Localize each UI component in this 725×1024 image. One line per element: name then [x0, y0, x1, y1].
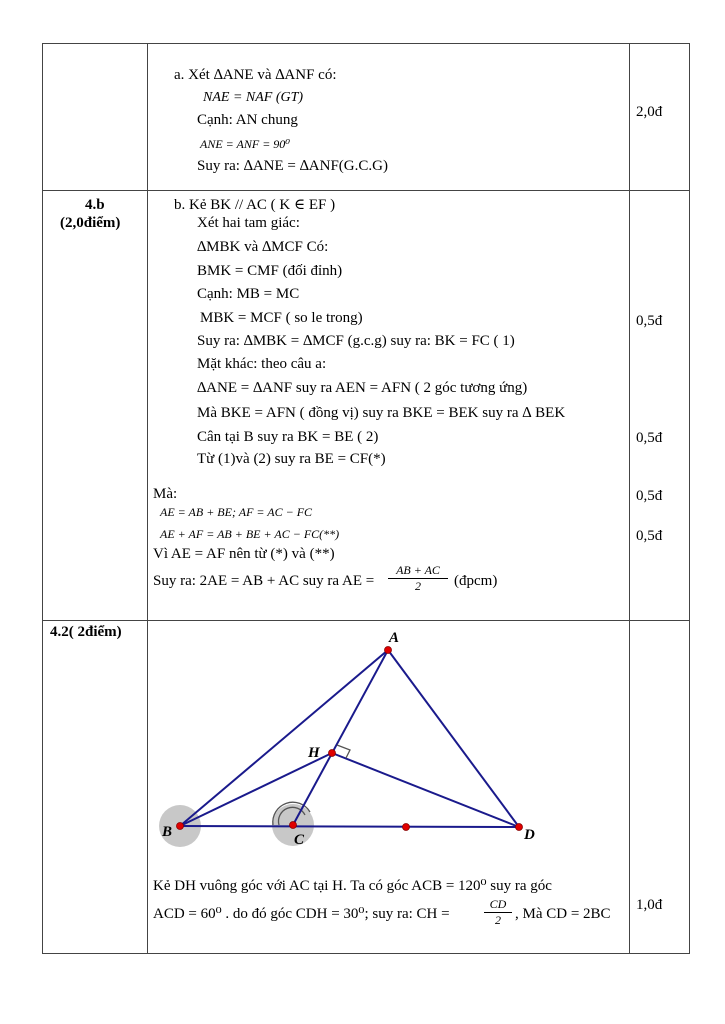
row2-line-8: Mặt khác: theo câu a: [197, 356, 327, 372]
row3-label: 4.2( 2điểm) [50, 624, 122, 640]
row2-line-11: Cân tại B suy ra BK = BE ( 2) [197, 429, 379, 445]
row2-line-10: Mà BKE = AFN ( đồng vị) suy ra BKE = BEK suy ra ∆ BEK [197, 405, 566, 421]
label-h: H [308, 745, 320, 761]
segment-ac [293, 650, 388, 825]
column-divider-2 [629, 44, 630, 953]
row1-line-5: Suy ra: ∆ANE = ∆ANF(G.C.G) [197, 158, 388, 174]
point-h [329, 750, 336, 757]
row2-label-2: (2,0điểm) [60, 215, 121, 231]
row1-line-1: a. Xét ∆ANE và ∆ANF có: [174, 67, 337, 83]
row3-text-line-2-prefix: ACD = 60⁰ . do đó góc CDH = 30⁰; suy ra: CH = [153, 906, 450, 922]
row2-line-13: Mà: [153, 486, 178, 502]
row2-line-2: Xét hai tam giác: [197, 215, 300, 231]
point-m [403, 824, 410, 831]
row2-line-1: b. Kẻ BK // AC ( K ∈ EF ) [174, 197, 336, 213]
row2-score-3: 0,5đ [636, 488, 663, 504]
row3-fraction-numerator: CD [484, 897, 512, 913]
row2-final-denominator: 2 [415, 579, 421, 593]
row2-final-prefix: Suy ra: 2AE = AB + AC suy ra AE = [153, 573, 375, 589]
point-d [516, 824, 523, 831]
row2-line-5: Cạnh: MB = MC [197, 286, 300, 302]
row1-line-3: Cạnh: AN chung [197, 112, 298, 128]
row2-line-7: Suy ra: ∆MBK = ∆MCF (g.c.g) suy ra: BK = FC ( 1) [197, 333, 515, 349]
row2-label-1: 4.b [85, 197, 105, 213]
segment-bd [180, 826, 519, 827]
label-b: B [162, 824, 173, 840]
row3-text-line-1: Kẻ DH vuông góc với AC tại H. Ta có góc ACB = 120⁰ suy ra góc [153, 878, 552, 894]
row2-final-numerator: AB + AC [388, 563, 448, 579]
point-b [177, 823, 184, 830]
row2-final-fraction [388, 563, 448, 594]
label-d: D [524, 827, 535, 843]
row2-line-3: ∆MBK và ∆MCF Có: [197, 239, 329, 255]
row2-score-1: 0,5đ [636, 313, 663, 329]
row3-fraction [484, 897, 512, 928]
row2-line-15: AE + AF = AB + BE + AC − FC(**) [160, 527, 340, 541]
row3-fraction-denominator: 2 [495, 913, 501, 927]
row2-score-4: 0,5đ [636, 528, 663, 544]
point-a [385, 647, 392, 654]
row-divider-1 [43, 190, 689, 191]
label-c: C [294, 832, 305, 848]
row1-line-2: NAE = NAF (GT) [203, 90, 304, 105]
row2-line-4: BMK = CMF (đối đỉnh) [197, 263, 343, 279]
row-divider-2 [43, 620, 689, 621]
row2-score-2: 0,5đ [636, 430, 663, 446]
row2-final-suffix: (đpcm) [454, 573, 498, 589]
triangle-diagram [148, 622, 588, 852]
segment-ba [180, 650, 388, 826]
row2-line-6: MBK = MCF ( so le trong) [200, 310, 363, 326]
row1-score: 2,0đ [636, 104, 663, 120]
row3-score: 1,0đ [636, 897, 663, 913]
point-c [290, 822, 297, 829]
row2-line-14: AE = AB + BE; AF = AC − FC [160, 505, 313, 519]
row3-text-line-2-suffix: , Mà CD = 2BC [515, 906, 611, 922]
row2-line-12: Từ (1)và (2) suy ra BE = CF(*) [197, 451, 386, 467]
label-a: A [389, 630, 400, 646]
row1-line-4: ANE = ANF = 90⁰ [200, 137, 291, 151]
row2-line-16: Vì AE = AF nên từ (*) và (**) [153, 546, 335, 562]
row2-line-9: ∆ANE = ∆ANF suy ra AEN = AFN ( 2 góc tương ứng) [197, 380, 528, 396]
